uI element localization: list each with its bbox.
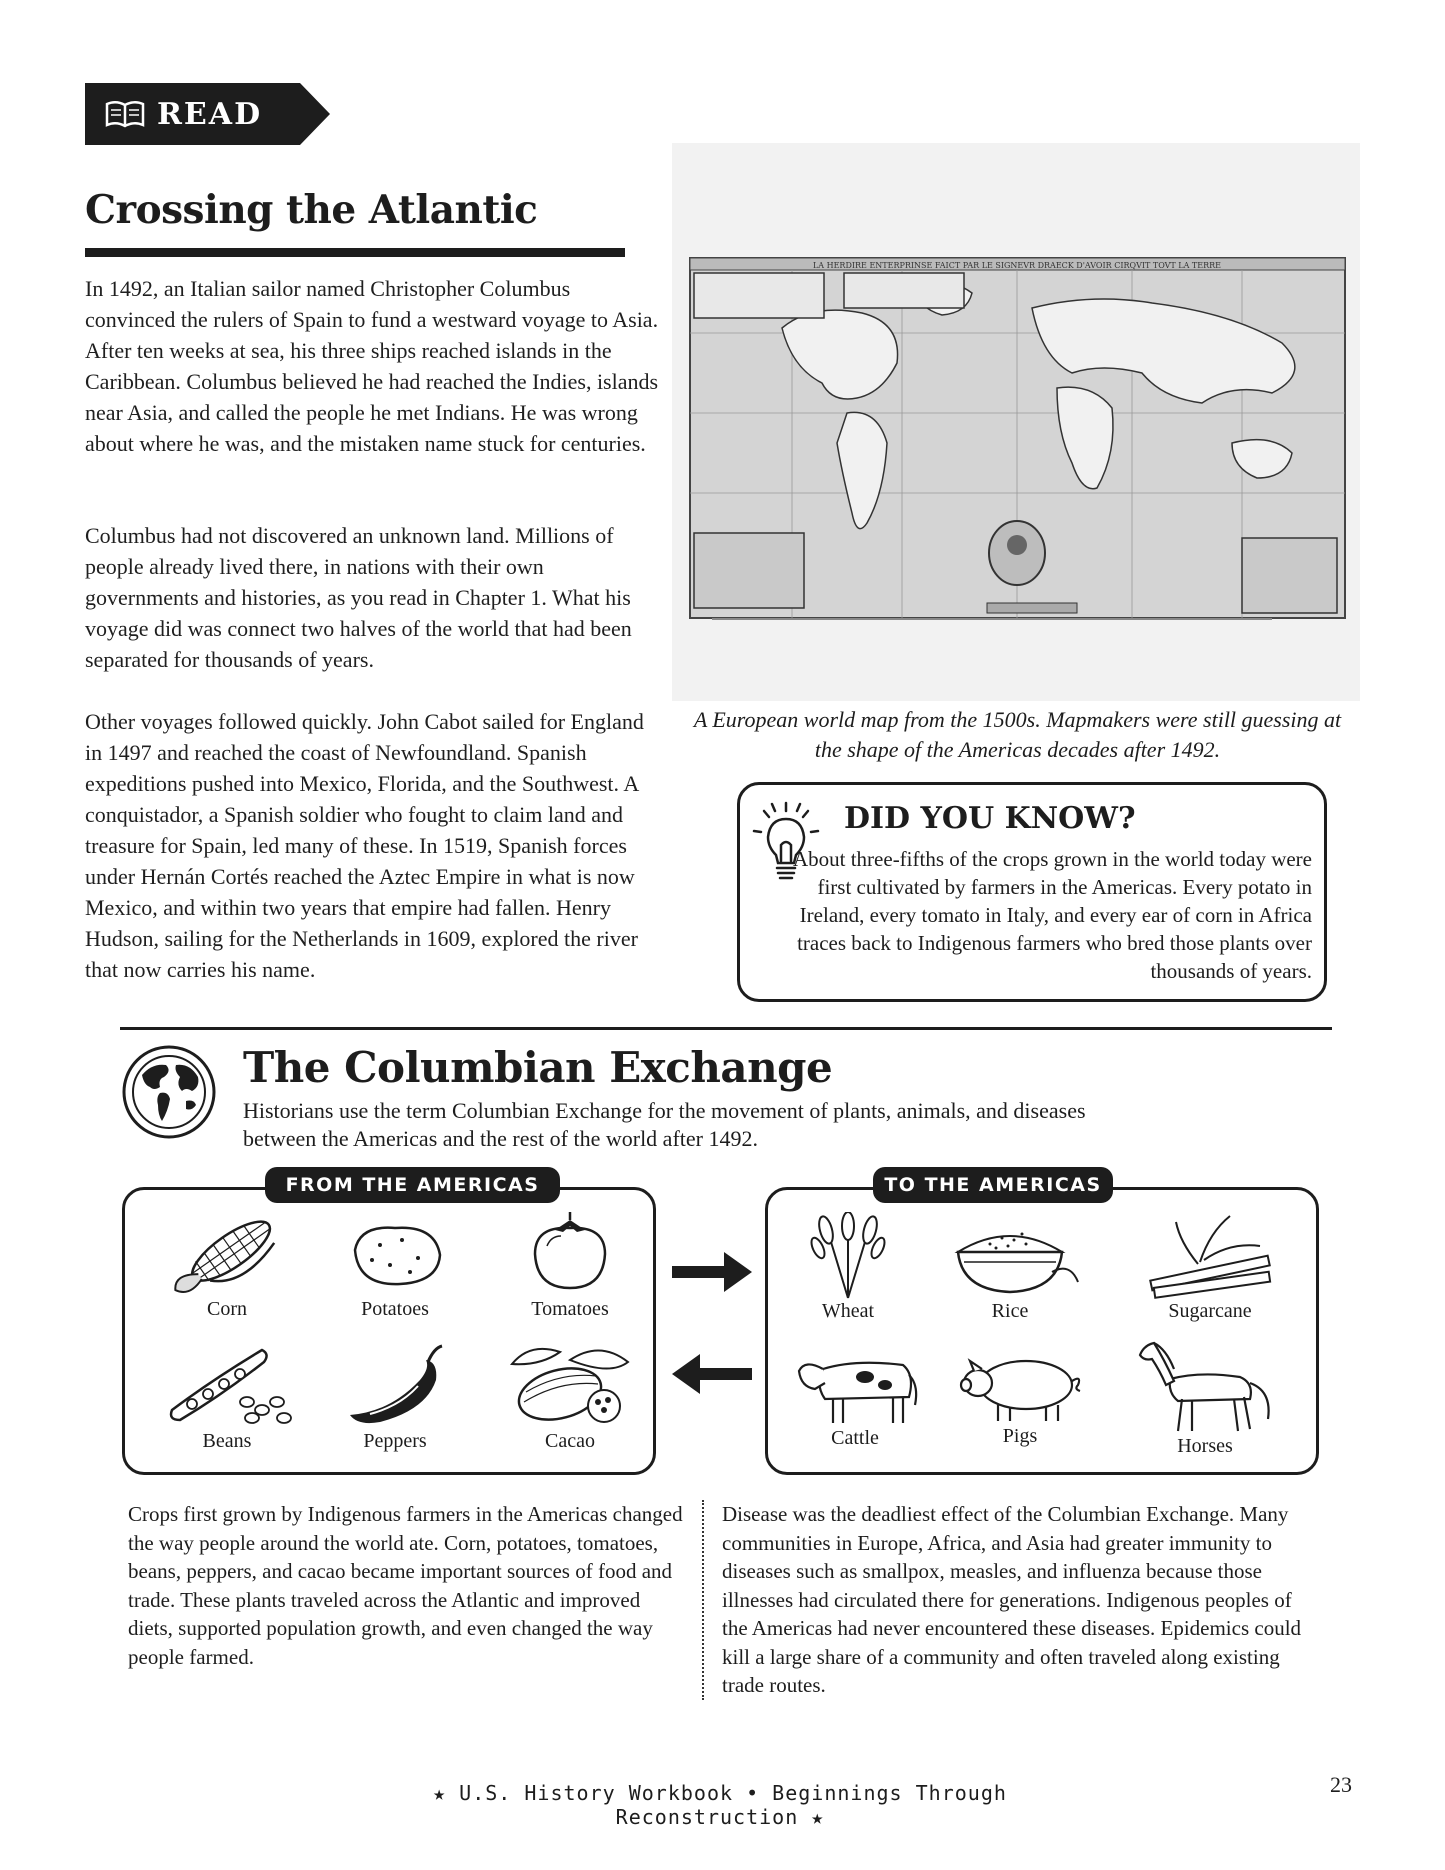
globe-icon: [120, 1043, 218, 1146]
world-map-image: [672, 143, 1360, 701]
tomato-icon: [505, 1210, 635, 1298]
horse-icon: [1130, 1335, 1280, 1435]
pig-icon: [950, 1345, 1090, 1425]
did-you-know-text: About three-fifths of the crops grown in the world today were first cultivated by farmers in the Americas. Every potato in Ireland, every tomato in Italy, and every ear of corn in Africa traces back to Indigenous farmers who bred those plants over thousands of years.: [792, 847, 1312, 983]
arrow-right-icon: [672, 1252, 752, 1297]
did-you-know-title: DID YOU KNOW?: [844, 801, 1136, 836]
cacao-icon: [500, 1340, 640, 1430]
page-title: Crossing the Atlantic: [85, 187, 538, 233]
beans-icon: [152, 1340, 302, 1430]
item-pigs: [940, 1345, 1100, 1448]
footer-text: ★ U.S. History Workbook • Beginnings Through Reconstruction ★: [433, 1781, 1007, 1829]
item-tomatoes: [490, 1210, 650, 1321]
item-wheat: [768, 1212, 928, 1323]
item-cattle: [775, 1345, 935, 1450]
read-section-tag: [85, 83, 330, 145]
item-peppers: [315, 1340, 475, 1453]
title-underline: [85, 248, 625, 257]
from-americas-label: FROM THE AMERICAS: [265, 1167, 560, 1203]
to-americas-label: TO THE AMERICAS: [873, 1167, 1113, 1203]
item-corn: [147, 1210, 307, 1321]
item-label: Pigs: [1002, 1425, 1038, 1447]
pepper-icon: [330, 1340, 460, 1430]
read-label: READ: [157, 96, 263, 132]
item-rice: [930, 1212, 1090, 1323]
item-label: Peppers: [363, 1430, 427, 1452]
arrow-left-icon: [672, 1354, 752, 1399]
corn-icon: [162, 1210, 292, 1298]
item-label: Potatoes: [361, 1298, 429, 1320]
map-caption: A European world map from the 1500s. Mapmakers were still guessing at the shape of the Americas decades after 1492.: [693, 707, 1342, 762]
section-divider: [120, 1027, 1332, 1030]
did-you-know-box: [737, 782, 1327, 1002]
item-beans: [147, 1340, 307, 1453]
paragraph-not-discovered: Columbus had not discovered an unknown land. Millions of people already lived there, in nations with their own governments and histories, as you read in Chapter 1. What his voyage did was connect two halves of the world that had been separated for thousands of years.: [85, 523, 632, 672]
potato-icon: [330, 1210, 460, 1298]
item-sugarcane: [1130, 1212, 1290, 1323]
item-label: Tomatoes: [531, 1298, 609, 1320]
crops-paragraph: Crops first grown by Indigenous farmers in the Americas changed the way people around the world ate. Corn, potatoes, tomatoes, beans, peppers, and cacao became important sources of food and trade. These plants traveled across the Atlantic and improved diets, supported population growth, and even changed the way people farmed.: [128, 1502, 683, 1669]
disease-paragraph: Disease was the deadliest effect of the Columbian Exchange. Many communities in Europe, Africa, and Asia had greater immunity to diseases such as smallpox, measles, and influenza because those illnesses had circulated there for generations. Indigenous peoples of the Americas had never encountered these diseases. Epidemics could kill a large share of a community and often traveled along existing trade routes.: [722, 1502, 1302, 1697]
paragraph-other-voyages: Other voyages followed quickly. John Cabot sailed for England in 1497 and reached the coast of Newfoundland. Spanish expeditions pushed into Mexico, Florida, and the Southwest. A conquistador, a Spanish soldier who fought to claim land and treasure for Spain, led many of these. In 1519, Spanish forces under Hernán Cortés reached the Aztec Empire in what is now Mexico, and within two years that empire had fallen. Henry Hudson, sailing for the Netherlands in 1609, explored the river that now carries his name.: [85, 709, 644, 982]
rice-bowl-icon: [940, 1212, 1080, 1300]
item-label: Cattle: [831, 1427, 879, 1449]
item-label: Sugarcane: [1168, 1300, 1252, 1322]
columbian-exchange-title: The Columbian Exchange: [243, 1043, 833, 1092]
item-label: Wheat: [821, 1300, 875, 1322]
columbian-exchange-intro: Historians use the term Columbian Exchange for the movement of plants, animals, and diseases between the Americas and the rest of the world after 1492.: [243, 1098, 1086, 1151]
item-horses: [1125, 1335, 1285, 1458]
item-cacao: [490, 1340, 650, 1453]
item-label: Cacao: [545, 1430, 595, 1452]
item-label: Rice: [991, 1300, 1029, 1322]
wheat-icon: [788, 1212, 908, 1300]
cow-icon: [785, 1345, 925, 1427]
sugarcane-icon: [1140, 1212, 1280, 1300]
item-label: Horses: [1177, 1435, 1233, 1457]
page-number: 23: [1330, 1772, 1352, 1797]
open-book-icon: [105, 100, 145, 128]
item-potatoes: [315, 1210, 475, 1321]
column-divider: [702, 1500, 704, 1700]
map-banner-text: LA HERDIRE ENTERPRINSE FAICT PAR LE SIGNEVR DRAECK D'AVOIR CIRQVIT TOVT LA TERRE: [812, 261, 1222, 270]
item-label: Corn: [207, 1298, 247, 1320]
item-label: Beans: [202, 1430, 252, 1452]
paragraph-columbus: In 1492, an Italian sailor named Christopher Columbus convinced the rulers of Spain to fund a westward voyage to Asia. After ten weeks at sea, his three ships reached islands in the Caribbean. Columbus believed he had reached the Indies, islands near Asia, and called the people he met Indians. He was wrong about where he was, and the mistaken name stuck for centuries.: [85, 276, 659, 456]
